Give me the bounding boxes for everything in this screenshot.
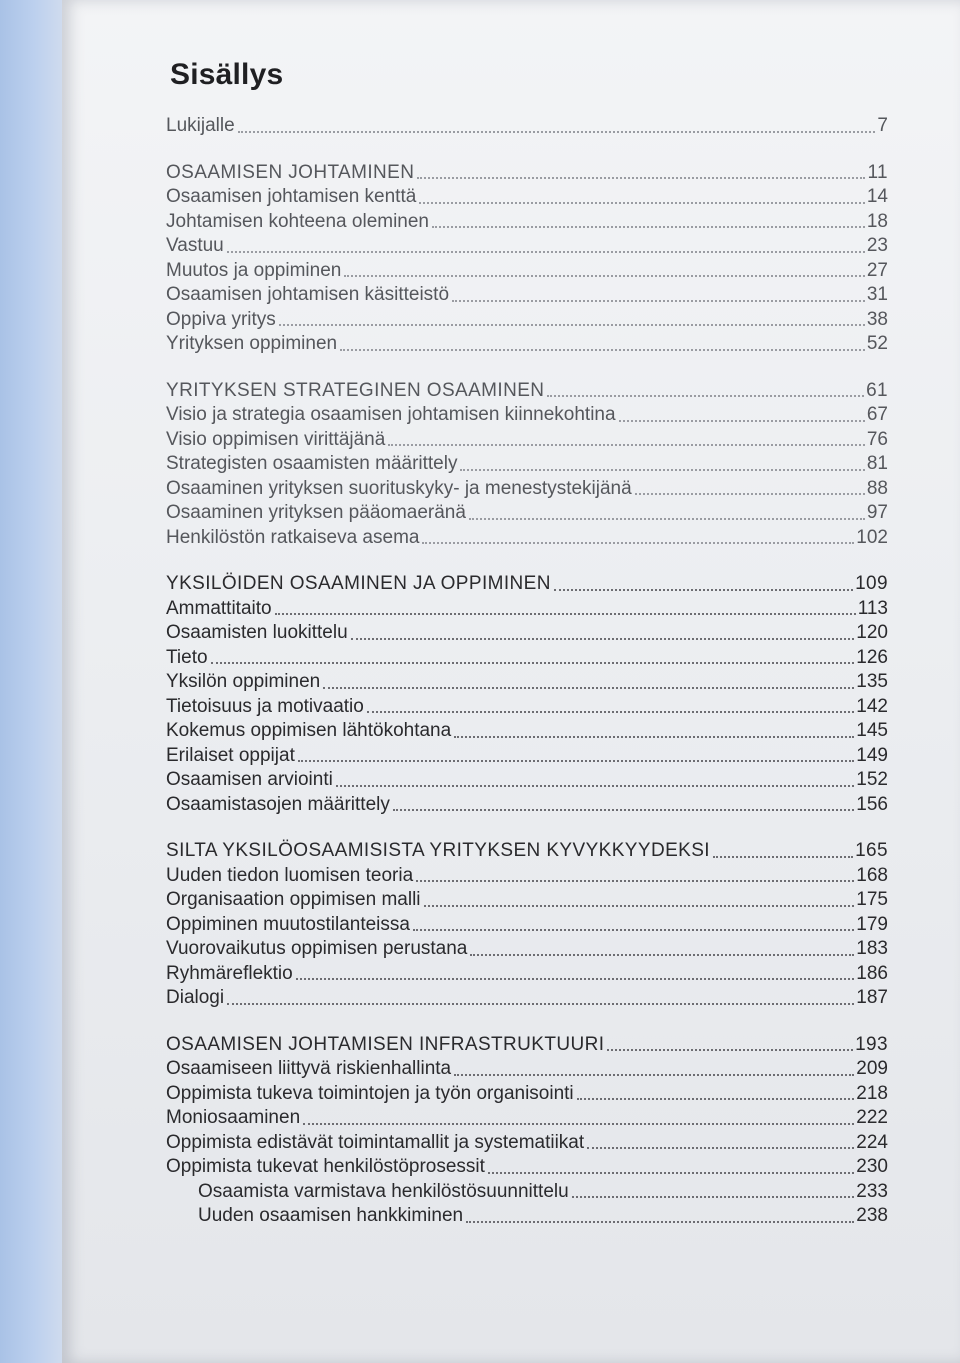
toc-entry: [166, 768, 888, 793]
toc-entry-label: Osaaminen yrityksen pääomaeränä: [166, 502, 466, 523]
toc-entry-label: Oppimista tukevat henkilöstöprosessit: [166, 1156, 485, 1177]
toc-entry: [166, 888, 888, 913]
toc-entry: [166, 670, 888, 695]
toc-entry-label: Yksilön oppiminen: [166, 671, 321, 692]
dot-leader: [351, 638, 855, 640]
toc-entry-page: 14: [866, 186, 888, 207]
toc-entry-label: Strategisten osaamisten määrittely: [166, 453, 458, 474]
toc-section: [166, 161, 888, 357]
toc-entry-page: 222: [856, 1107, 888, 1128]
toc-entry: [166, 913, 888, 938]
dot-leader: [419, 202, 865, 204]
toc-sections: [166, 161, 888, 1229]
toc-entry-page: 23: [866, 235, 888, 256]
dot-leader: [227, 1003, 854, 1005]
toc-entry-label: Johtamisen kohteena oleminen: [166, 210, 430, 232]
dot-leader: [413, 929, 854, 931]
toc-entry-label: Henkilöstön ratkaiseva asema: [166, 526, 420, 548]
toc-entry-label: Osaamisen arviointi: [166, 769, 333, 790]
toc-entry-page: 218: [856, 1082, 888, 1104]
dot-leader: [344, 275, 865, 277]
toc-section: [166, 1033, 888, 1229]
toc-entry-label: SILTA YKSILÖOSAAMISISTA YRITYKSEN KYVYKKYYDEKSI: [166, 840, 710, 861]
dot-leader: [416, 880, 854, 882]
toc-entry-label: Osaaminen yrityksen suorituskyky- ja menestystekijänä: [166, 477, 632, 499]
dot-leader: [488, 1172, 854, 1174]
toc-entry-label: Vastuu: [166, 235, 224, 256]
toc-entry: [166, 403, 888, 428]
dot-leader: [211, 662, 855, 664]
toc-entry: [166, 1204, 888, 1229]
toc-entry-page: 142: [856, 695, 888, 717]
dot-leader: [554, 589, 853, 591]
toc-entry-page: 97: [866, 502, 888, 523]
toc-entry: [166, 1180, 888, 1205]
dot-leader: [432, 226, 865, 228]
dot-leader: [713, 856, 853, 858]
toc-section: [166, 839, 888, 1011]
dot-leader: [454, 1074, 854, 1076]
toc-entry: [166, 526, 888, 551]
toc-entry-page: 52: [866, 333, 888, 354]
dot-leader: [547, 395, 864, 397]
toc-entry-label: Dialogi: [166, 987, 225, 1008]
dot-leader: [470, 954, 854, 956]
toc-entry-label: Osaamisen johtamisen kenttä: [166, 186, 417, 207]
toc-entry-page: 168: [856, 864, 888, 886]
toc-entry: [166, 864, 888, 889]
toc-entry: [166, 1057, 888, 1082]
toc-entry-label: Tieto: [166, 646, 208, 668]
toc-entry: [166, 695, 888, 720]
toc-entry-page: 145: [856, 720, 888, 741]
toc-entry-page: 183: [856, 938, 888, 959]
toc-entry-page: 126: [856, 646, 888, 668]
toc-entry-page: 102: [856, 526, 888, 548]
toc-entry-page: 135: [856, 671, 888, 692]
toc-entry: [166, 428, 888, 453]
toc-entry-page: 31: [866, 284, 888, 305]
toc-section-heading: [166, 572, 888, 597]
toc-entry-page: 233: [856, 1180, 888, 1202]
toc-section-heading: [166, 1033, 888, 1058]
dot-leader: [275, 613, 856, 615]
dot-leader: [619, 420, 865, 422]
toc-entry-label: Oppiva yritys: [166, 308, 276, 330]
dot-leader: [238, 131, 876, 133]
toc-entry-label: Tietoisuus ja motivaatio: [166, 695, 364, 717]
toc-entry-label: Visio oppimisen virittäjänä: [166, 428, 386, 450]
toc-entry: [166, 452, 888, 477]
toc-entry: [166, 332, 888, 357]
toc-intro: [166, 114, 888, 139]
toc-entry-page: 156: [856, 793, 888, 815]
toc-section: [166, 379, 888, 551]
dot-leader: [452, 300, 865, 302]
book-page: [62, 0, 960, 1363]
toc-entry-label: Visio ja strategia osaamisen johtamisen kiinnekohtina: [166, 404, 616, 425]
toc-entry-label: Oppiminen muutostilanteissa: [166, 913, 410, 935]
toc-entry-page: 11: [867, 161, 888, 183]
toc-entry-page: 186: [856, 962, 888, 984]
toc-entry-label: Vuorovaikutus oppimisen perustana: [166, 938, 468, 959]
dot-leader: [577, 1098, 855, 1100]
toc-entry-label: Osaamisten luokittelu: [166, 622, 348, 643]
dot-leader: [469, 518, 865, 520]
dot-leader: [303, 1123, 854, 1125]
book-spine-edge: [0, 0, 62, 1363]
toc-entry-label: Yrityksen oppiminen: [166, 333, 338, 354]
dot-leader: [388, 444, 865, 446]
toc-entry-page: 18: [866, 210, 888, 232]
toc-entry-label: Osaamista varmistava henkilöstösuunnittelu: [198, 1180, 569, 1202]
dot-leader: [460, 469, 864, 471]
toc-entry: [166, 283, 888, 308]
toc-entry: [166, 1082, 888, 1107]
toc-title: Sisällys: [170, 58, 284, 91]
toc-entry-label: OSAAMISEN JOHTAMISEN INFRASTRUKTUURI: [166, 1033, 605, 1055]
toc-entry: [166, 210, 888, 235]
toc-entry-label: Lukijalle: [166, 115, 235, 136]
toc-entry-page: 193: [855, 1033, 888, 1055]
dot-leader: [417, 177, 865, 179]
toc-entry: [166, 962, 888, 987]
toc-entry-page: 81: [866, 453, 888, 474]
dot-leader: [336, 785, 854, 787]
toc-entry-page: 67: [866, 404, 888, 425]
toc-entry-page: 7: [877, 115, 888, 136]
toc-entry: [166, 621, 888, 646]
toc-entry: [166, 259, 888, 284]
toc-entry: [166, 1131, 888, 1156]
toc-entry: [166, 234, 888, 259]
toc-entry-page: 187: [856, 987, 888, 1008]
toc-entry-page: 209: [856, 1058, 888, 1079]
dot-leader: [454, 736, 854, 738]
toc-entry-label: Organisaation oppimisen malli: [166, 889, 421, 910]
toc-section-heading: [166, 161, 888, 186]
dot-leader: [227, 251, 865, 253]
toc-entry-page: 224: [856, 1131, 888, 1153]
toc-entry-page: 230: [856, 1156, 888, 1177]
toc-entry-page: 175: [856, 889, 888, 910]
toc-entry: [166, 1106, 888, 1131]
toc-entry-page: 88: [866, 477, 888, 499]
toc-entry-label: OSAAMISEN JOHTAMINEN: [166, 161, 415, 183]
toc-entry: [166, 719, 888, 744]
toc-entry: [166, 501, 888, 526]
toc-entry-label: Osaamisen johtamisen käsitteistö: [166, 284, 450, 305]
toc-entry-label: Erilaiset oppijat: [166, 744, 295, 766]
toc-entry-label: Moniosaaminen: [166, 1107, 301, 1128]
toc-entry-page: 109: [855, 573, 888, 594]
toc-entry: [166, 477, 888, 502]
toc-section-heading: [166, 839, 888, 864]
toc-entry-page: 113: [857, 597, 888, 619]
toc-entry: [166, 114, 888, 139]
dot-leader: [635, 493, 865, 495]
dot-leader: [296, 978, 855, 980]
toc-entry-page: 120: [856, 622, 888, 643]
toc-entry: [166, 744, 888, 769]
dot-leader: [424, 905, 855, 907]
toc-entry: [166, 793, 888, 818]
toc-entry-label: Oppimista edistävät toimintamallit ja systematiikat: [166, 1131, 585, 1153]
toc-entry-label: Uuden tiedon luomisen teoria: [166, 864, 414, 886]
toc-entry-page: 76: [866, 428, 888, 450]
toc-entry: [166, 986, 888, 1011]
toc-entry-label: Kokemus oppimisen lähtökohtana: [166, 720, 452, 741]
toc-entry-label: Uuden osaamisen hankkiminen: [198, 1205, 464, 1226]
toc-entry-label: YKSILÖIDEN OSAAMINEN JA OPPIMINEN: [166, 573, 551, 594]
toc-entry-page: 165: [855, 840, 888, 861]
toc-entry: [166, 646, 888, 671]
toc-entry: [166, 937, 888, 962]
dot-leader: [422, 542, 854, 544]
dot-leader: [279, 324, 865, 326]
toc-entry: [166, 308, 888, 333]
toc-section: [166, 572, 888, 817]
dot-leader: [607, 1049, 853, 1051]
toc-section-heading: [166, 379, 888, 404]
dot-leader: [572, 1196, 855, 1198]
dot-leader: [323, 687, 854, 689]
table-of-contents: [166, 58, 888, 1251]
toc-entry-page: 152: [856, 769, 888, 790]
toc-entry: [166, 185, 888, 210]
toc-entry-page: 179: [856, 913, 888, 935]
toc-entry: [166, 597, 888, 622]
toc-entry-page: 149: [856, 744, 888, 766]
toc-entry: [166, 1155, 888, 1180]
toc-entry-page: 38: [866, 308, 888, 330]
dot-leader: [587, 1147, 854, 1149]
dot-leader: [298, 760, 854, 762]
toc-entry-label: Ammattitaito: [166, 597, 272, 619]
dot-leader: [393, 809, 854, 811]
toc-entry-label: Muutos ja oppiminen: [166, 259, 342, 281]
toc-entry-page: 61: [866, 379, 888, 401]
dot-leader: [367, 711, 854, 713]
toc-entry-label: Ryhmäreflektio: [166, 962, 293, 984]
dot-leader: [466, 1221, 854, 1223]
toc-entry-label: Oppimista tukeva toimintojen ja työn organisointi: [166, 1082, 574, 1104]
toc-entry-page: 27: [866, 259, 888, 281]
toc-entry-label: YRITYKSEN STRATEGINEN OSAAMINEN: [166, 379, 545, 401]
toc-entry-label: Osaamiseen liittyvä riskienhallinta: [166, 1058, 452, 1079]
toc-entry-page: 238: [856, 1205, 888, 1226]
dot-leader: [340, 349, 865, 351]
toc-entry-label: Osaamistasojen määrittely: [166, 793, 390, 815]
